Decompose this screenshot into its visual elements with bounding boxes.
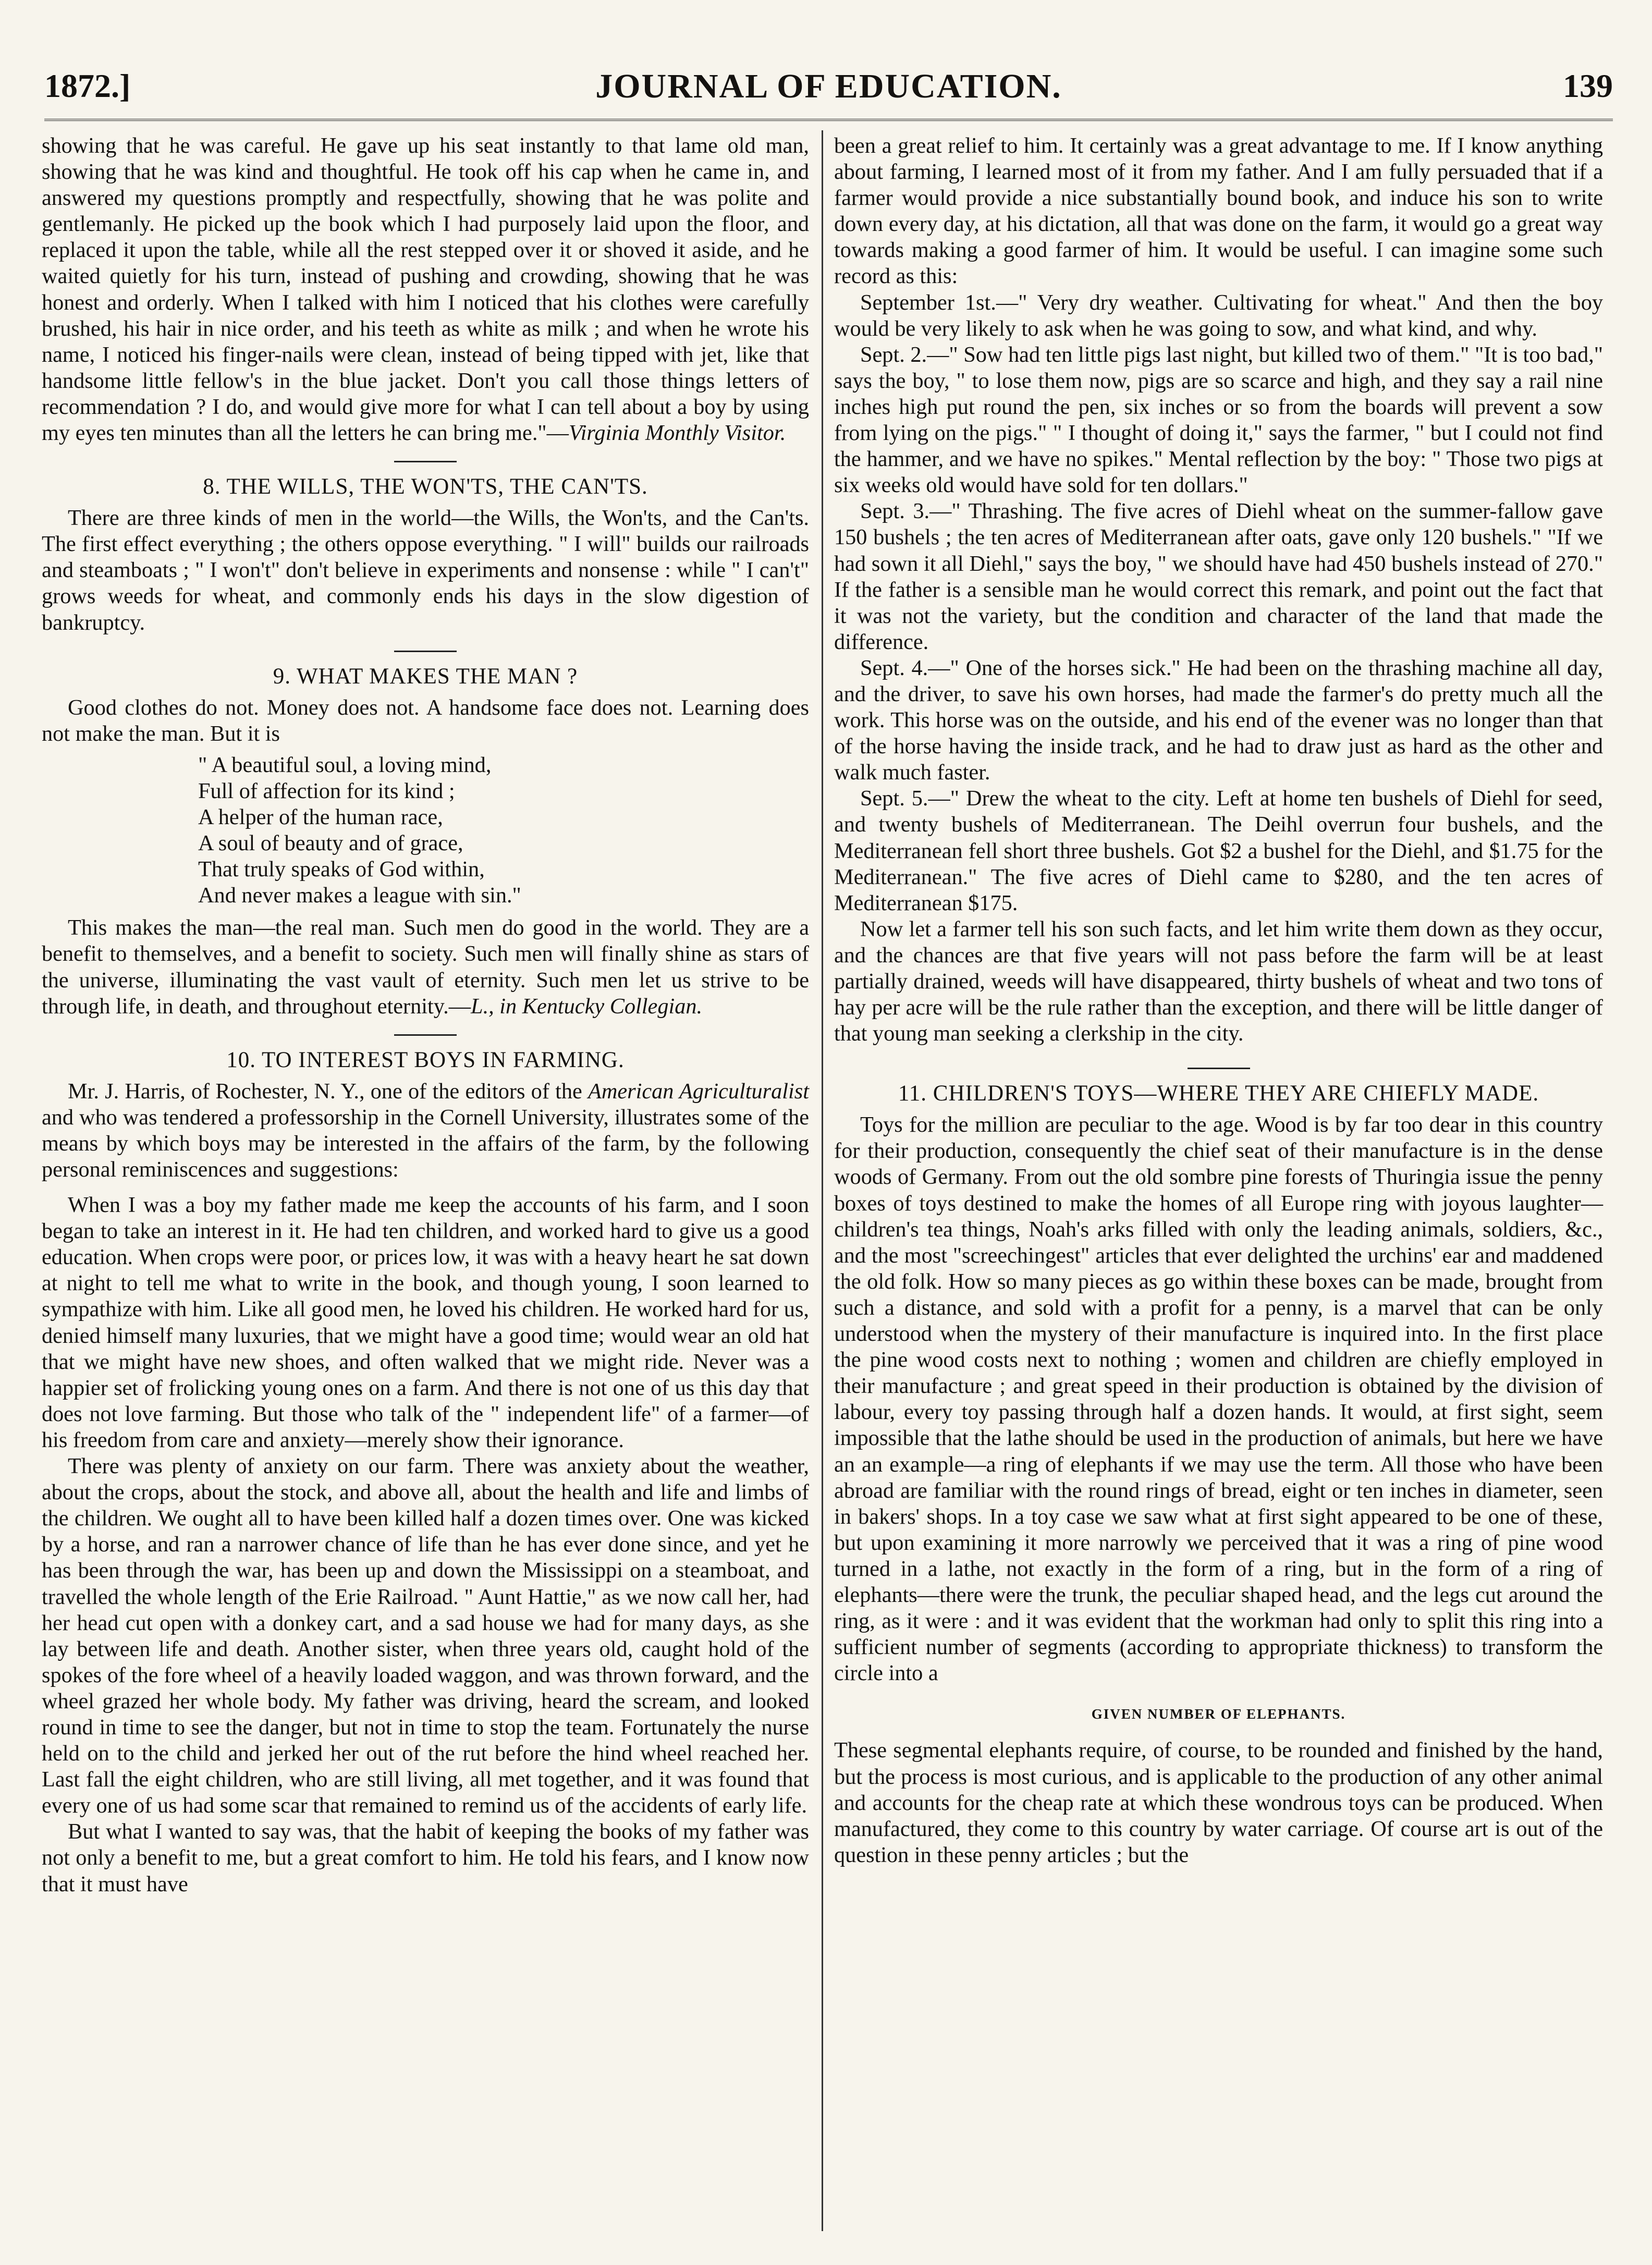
section-rule [1188, 1068, 1250, 1069]
section-9-text: This makes the man—the real man. Such men do good in the world. They are a benefit to themselves, and a benefit to society. Such men will finally shine as stars of the universe, illuminating the vast vault of eternity. Such men let us strive to be through life, in death, and throughout eternity.— [42, 915, 809, 1019]
section-9-title: 9. WHAT MAKES THE MAN ? [273, 664, 578, 689]
record-sept-3: Sept. 3.—" Thrashing. The five acres of Diehl wheat on the summer-fallow gave 150 bushels ; the ten acres of Mediterranean after oats, gave only 120 bushels." "If we had sown it all Diehl," says the boy, " we should have had 450 bushels instead of 270." If the father is a sensible man he would correct this remark, and point out the fact that it was not the variety, but the condition and character of the land that made the difference. [834, 499, 1603, 654]
record-sept-4: Sept. 4.—" One of the horses sick." He had been on the thrashing machine all day, and the driver, to save his own horses, had made the farmer's do pretty much all the work. This horse was on the outside, and his end of the evener was no longer than that of the horse having the inside track, and he had to draw just as hard as the other and walk much faster. [834, 655, 1603, 785]
section-9-paragraph-1: Good clothes do not. Money does not. A handsome face does not. Learning does not make the man. But it is [42, 695, 809, 746]
section-10-paragraph-3: There was plenty of anxiety on our farm. There was anxiety about the weather, about the crops, about the stock, and above all, about the health and life and limbs of the children. We ought all to have been killed half a dozen times over. One was kicked by a horse, and ran a narrower chance of life than he has ever done since, and yet he has been through the war, has been up and down the Mississippi on a steamboat, and travelled the whole length of the Erie Railroad. " Aunt Hattie," as we now call her, had her head cut open with a donkey cart, and a sad house we had for many days, as she lay between life and death. Another sister, when three years old, caught hold of the spokes of the fore wheel of a heavily loaded waggon, and was thrown forward, and the wheel grazed her whole body. My father was driving, heard the scream, and looked round in time to see the danger, but not in time to stop the team. Fortunately the nurse held on to the child and jerked her out of the rut before the hind wheel reached her. Last fall the eight children, who are still living, all met together, and it was found that every one of us had some scar that remained to remind us of the accidents of early life. [42, 1454, 809, 1818]
intro-paragraph [42, 133, 809, 446]
record-sept-1: September 1st.—" Very dry weather. Cultivating for wheat." And then the boy would be very likely to ask when he was going to sow, and what kind, and why. [834, 290, 1603, 341]
section-10-title: 10. TO INTEREST BOYS IN FARMING. [226, 1047, 625, 1072]
section-10-paragraph-2: When I was a boy my father made me keep the accounts of his farm, and I soon began to take an interest in it. He had ten children, and worked hard to give us a good education. When crops were poor, or prices low, it was with a heavy heart he sat down at night to tell me what to write in the book, and though young, I soon learned to sympathize with him. Like all good men, he loved his children. He worked hard for us, denied himself many luxuries, that we might have a good time; would wear an old hat that we might have new shoes, and often walked that we might ride. Never was a happier set of frolicking young ones on a farm. And there is not one of us this day that does not love farming. But those who talk of the " independent life" of a farmer—of his freedom from care and anxiety—merely show their ignorance. [42, 1193, 809, 1452]
poem-line: That truly speaks of God within, [198, 857, 485, 882]
right-column [834, 133, 1603, 1868]
section-11-subheading: GIVEN NUMBER OF ELEPHANTS. [1091, 1706, 1346, 1722]
section-rule [394, 461, 457, 462]
section-rule [394, 1034, 457, 1036]
section-10-text: and who was tendered a professorship in the Cornell University, illustrates some of the means by which boys may be interested in the affairs of the farm, by the following personal reminiscences and suggestions: [42, 1105, 809, 1182]
poem-line: And never makes a league with sin." [198, 883, 521, 908]
section-9-paragraph-2 [42, 915, 809, 1019]
left-column [42, 133, 809, 1897]
record-sept-5: Sept. 5.—" Drew the wheat to the city. Left at home ten bushels of Diehl for seed, and twenty bushels of Mediterranean. The Deihl overrun four bushels, and the Mediterranean fell short three bushels. Got $2 a bushel for the Diehl, and $1.75 for the Mediterranean." The five acres of Diehl came to $280, and the ten acres of Mediterranean $175. [834, 786, 1603, 915]
section-11-title: 11. CHILDREN'S TOYS—WHERE THEY ARE CHIEFLY MADE. [898, 1081, 1539, 1106]
publication-name: American Agriculturalist [588, 1079, 809, 1104]
header-year: 1872.] [44, 67, 131, 104]
poem-line: " A beautiful soul, a loving mind, [198, 752, 492, 777]
section-11-paragraph-1: Toys for the million are peculiar to the age. Wood is by far too dear in this country for their production, consequently the chief seat of their manufacture is in the dense woods of Germany. From out the old sombre pine forests of Thuringia issue the penny boxes of toys destined to make the homes of all Europe ring with joyous laughter—children's tea things, Noah's arks filled with only the leading animals, soldiers, &c., and the most "screechingest" articles that ever delighted the urchins' ear and maddened the old folk. How so many pieces as go within these boxes can be made, brought from such a distance, and sold with a profit for a penny, is a marvel that can be only understood when the mystery of their manufacture is inquired into. In the first place the pine wood costs next to nothing ; women and children are chiefly employed in their manufacture ; and great speed in their production is obtained by the division of labour, every toy passing through half a dozen hands. It would, at first sight, seem impossible that the lathe should be used in the production of animals, but here we have an an example—a ring of elephants if we may use the term. All those who have been abroad are familiar with the round rings of bread, eight or ten inches in diameter, seen in bakers' shops. In a toy case we saw what at first sight appeared to be one of these, but upon examining it more narrowly we perceived that it was a ring of pine wood turned in a lathe, not exactly in the form of a ring, but in the form of a ring of elephants—there were the trunk, the peculiar shaped head, and the legs cut around the ring, as it were : and it was evident that the workman had only to split this ring into a sufficient number of segments (according to appropriate thickness) to transform the circle into a [834, 1112, 1603, 1686]
intro-source: Virginia Monthly Visitor. [568, 421, 786, 446]
header-page-number: 139 [1563, 67, 1613, 104]
poem-line: Full of affection for its kind ; [198, 778, 455, 803]
header-title: JOURNAL OF EDUCATION. [595, 67, 1062, 105]
record-sept-2: Sept. 2.—" Sow had ten little pigs last night, but killed two of them." "It is too bad," says the boy, " to lose them now, pigs are so scarce and high, and they say a rail nine inches high put round the pen, six inches or so from the boards will prevent a sow from lying on the pigs." " I thought of doing it," says the farmer, " but I could not find the hammer, and we have no spikes." Mental reflection by the boy: " Those two pigs at six weeks old would have sold for ten dollars." [834, 342, 1603, 498]
continued-paragraph: been a great relief to him. It certainly was a great advantage to me. If I know anything about farming, I learned most of it from my father. And I am fully persuaded that if a farmer would provide a nice substantially bound book, and induce his son to write down every day, at his dictation, all that was done on the farm, it would go a great way towards making a good farmer of him. It would be useful. I can imagine some such record as this: [834, 133, 1603, 289]
running-header [44, 62, 1613, 121]
closing-paragraph: Now let a farmer tell his son such facts, and let him write them down as they occur, and the chances are that five years will not pass before the farm will be at least partially drained, weeds will have disappeared, thirty bushels of wheat and two tons of hay per acre will be the rule rather than the exception, and there will be little danger of that young man seeking a clerkship in the city. [834, 916, 1603, 1046]
section-8-paragraph: There are three kinds of men in the world—the Wills, the Won'ts, and the Can'ts. The first effect everything ; the others oppose everything. " I will" builds our railroads and steamboats ; " I won't" don't believe in experiments and nonsense : while " I can't" grows weeds for wheat, and commonly ends his days in the slow digestion of bankruptcy. [42, 506, 809, 635]
section-8-title: 8. THE WILLS, THE WON'TS, THE CAN'TS. [203, 474, 648, 499]
section-11-paragraph-2: These segmental elephants require, of course, to be rounded and finished by the hand, but the process is most curious, and is applicable to the production of any other animal and accounts for the cheap rate at which these wondrous toys can be produced. When manufactured, they come to this country by water carriage. Of course art is out of the question in these penny articles ; but the [834, 1738, 1603, 1867]
section-10-paragraph-1 [42, 1079, 809, 1183]
section-9-source: L., in Kentucky Collegian. [471, 994, 703, 1019]
poem-line: A soul of beauty and of grace, [198, 831, 463, 856]
poem-line: A helper of the human race, [198, 804, 443, 829]
section-10-text: Mr. J. Harris, of Rochester, N. Y., one of the editors of the [68, 1079, 589, 1104]
section-10-paragraph-4: But what I wanted to say was, that the habit of keeping the books of my father was not only a benefit to me, but a great comfort to him. He told his fears, and I know now that it must have [42, 1819, 809, 1896]
poem [198, 752, 809, 909]
column-divider [822, 130, 823, 2231]
section-rule [394, 651, 457, 652]
intro-text: showing that he was careful. He gave up his seat instantly to that lame old man, showing that he was kind and thoughtful. He took off his cap when he came in, and answered my questions promptly and respectfully, showing that he was polite and gentlemanly. He picked up the book which I had purposely laid upon the floor, and replaced it upon the table, while all the rest stepped over it or shoved it aside, and he waited quietly for his turn, instead of pushing and crowding, showing that he was honest and orderly. When I talked with him I noticed that his clothes were carefully brushed, his hair in nice order, and his teeth as white as milk ; and when he wrote his name, I noticed his finger-nails were clean, instead of being tipped with jet, like that handsome little fellow's in the blue jacket. Don't you call those things letters of recommendation ? I do, and would give more for what I can tell about a boy by using my eyes ten minutes than all the letters he can bring me."— [42, 133, 809, 446]
